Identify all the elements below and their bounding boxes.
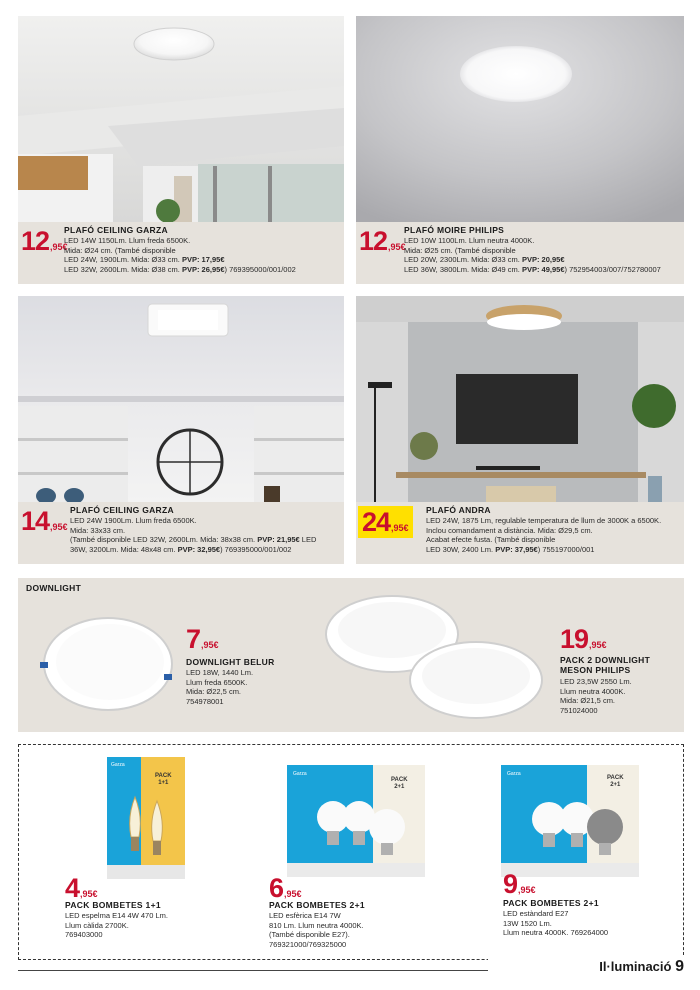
description-line: (També disponible E27). bbox=[269, 930, 350, 940]
price-tag bbox=[560, 626, 607, 653]
product-photo-tv-room bbox=[356, 296, 684, 502]
product-title: PACK BOMBETES 1+1 bbox=[65, 900, 161, 910]
product-reference: ) 752954003/007/752780007 bbox=[564, 264, 661, 274]
product-title: PACK BOMBETES 2+1 bbox=[269, 900, 365, 910]
price-decimal: ,95€ bbox=[388, 242, 406, 252]
description-line: LED 14W 1150Lm. Llum freda 6500K. bbox=[64, 236, 191, 245]
candle-bulb-box-image bbox=[107, 757, 185, 879]
tv-room-image bbox=[356, 296, 684, 502]
product-description bbox=[65, 911, 215, 940]
product-reference: ) 755197000/001 bbox=[537, 544, 595, 554]
description-line: LED 20W, 2300Lm. Mida: Ø33 cm. PVP: 20,95€ bbox=[404, 255, 565, 265]
description-line: Mida: Ø22,5 cm. bbox=[186, 687, 242, 697]
description-line: LED 18W, 1440 Lm. bbox=[186, 668, 254, 677]
bulb-pack-box-1 bbox=[107, 757, 185, 879]
product-title: PLAFÓ ANDRA bbox=[426, 505, 491, 515]
pvp-price: PVP: 21,95€ bbox=[257, 535, 300, 545]
description-line: Acabat efecte fusta. (També disponible bbox=[426, 535, 556, 545]
description-line: LED 24W 1900Lm. Llum freda 6500K. bbox=[70, 516, 197, 525]
product-reference: 754978001 bbox=[186, 696, 224, 706]
product-description bbox=[503, 909, 673, 938]
price-decimal: ,95€ bbox=[284, 889, 302, 899]
section-label: DOWNLIGHT bbox=[26, 583, 82, 593]
section-name: Il·luminació bbox=[599, 959, 672, 974]
downlight-section bbox=[18, 578, 684, 732]
price-integer: 4 bbox=[65, 873, 80, 903]
pack-badge: PACK 2+1 bbox=[391, 777, 408, 790]
description-line: Mida: Ø21,5 cm. bbox=[560, 696, 616, 706]
description-line: LED 23,5W 2550 Lm. bbox=[560, 677, 632, 686]
description-line: LED estàndard E27 bbox=[503, 909, 569, 918]
description-line: Inclou comandament a distància. Mida: Ø29,5 cm. bbox=[426, 525, 593, 535]
description-line: LED 24W, 1900Lm. Mida: Ø33 cm. PVP: 17,95€ bbox=[64, 255, 225, 265]
price-decimal: ,95€ bbox=[518, 885, 536, 895]
product-description bbox=[70, 516, 342, 554]
description-line: 36W, 3200Lm. Mida: 48x48 cm. PVP: 32,95€) 769395000/001/002 bbox=[70, 544, 292, 554]
price-integer: 9 bbox=[503, 869, 518, 899]
description-line: LED 24W, 1875 Lm, regulable temperatura de llum de 3000K a 6500K. bbox=[426, 516, 662, 525]
pvp-price: PVP: 17,95€ bbox=[181, 255, 225, 265]
product-reference: 769403000 bbox=[65, 930, 103, 940]
product-photo-lamp-glow bbox=[356, 16, 684, 222]
description-line: LED 10W 1100Lm. Llum neutra 4000K. bbox=[404, 236, 535, 245]
product-title: PACK 2 DOWNLIGHT MESON PHILIPS bbox=[560, 655, 651, 675]
product-card-plafo-andra bbox=[356, 296, 684, 564]
description-line: LED 30W, 2400 Lm. PVP: 37,95€) 755197000/001 bbox=[426, 544, 595, 554]
price-integer: 24 bbox=[362, 507, 391, 537]
price-tag bbox=[503, 871, 536, 898]
room-scene-image bbox=[18, 16, 344, 222]
price-decimal: ,95€ bbox=[589, 640, 607, 650]
product-card-plafo-ceiling-garza-2 bbox=[18, 296, 344, 564]
description-line: Mida: Ø24 cm. (També disponible bbox=[64, 245, 176, 255]
description-line: Mida: 33x33 cm. bbox=[70, 525, 126, 535]
price-tag bbox=[65, 875, 98, 902]
description-line: 810 Lm. Llum neutra 4000K. bbox=[269, 920, 364, 930]
price-tag bbox=[21, 228, 68, 255]
pvp-price: PVP: 37,95€ bbox=[495, 544, 538, 554]
footer-divider bbox=[18, 970, 488, 971]
box-brand-label: Garza bbox=[293, 771, 307, 777]
description-line: LED esfèrica E14 7W bbox=[269, 911, 341, 920]
product-description bbox=[186, 668, 306, 706]
price-integer: 6 bbox=[269, 873, 284, 903]
product-photo-ceiling-room bbox=[18, 16, 344, 222]
product-photo-living-room bbox=[18, 296, 344, 502]
price-integer: 12 bbox=[21, 226, 50, 256]
pack-badge: PACK 2+1 bbox=[607, 775, 624, 788]
bulbs-section bbox=[18, 744, 684, 960]
description-line: 13W 1520 Lm. bbox=[503, 918, 552, 928]
price-integer: 12 bbox=[359, 226, 388, 256]
price-decimal: ,95€ bbox=[201, 640, 219, 650]
price-decimal: ,95€ bbox=[80, 889, 98, 899]
footer-section-page bbox=[599, 958, 684, 976]
price-tag bbox=[269, 875, 302, 902]
price-tag-highlighted bbox=[358, 506, 413, 538]
description-line: Mida: Ø25 cm. (També disponible bbox=[404, 245, 516, 255]
pack-badge: PACK 1+1 bbox=[155, 773, 172, 786]
box-brand-label: Garza bbox=[507, 771, 521, 777]
downlight-belur-image bbox=[38, 604, 178, 714]
product-reference: ) 769395000/001/002 bbox=[224, 264, 296, 274]
product-reference: 751024000 bbox=[560, 705, 598, 715]
price-tag bbox=[359, 228, 406, 255]
product-title: PACK BOMBETES 2+1 bbox=[503, 898, 599, 908]
price-integer: 7 bbox=[186, 624, 201, 654]
product-card-plafo-ceiling-garza-1 bbox=[18, 16, 344, 284]
bulb-pack-box-2 bbox=[287, 765, 425, 877]
pvp-price: PVP: 26,95€ bbox=[181, 264, 225, 274]
description-line: Llum neutra 4000K. 769264000 bbox=[503, 928, 609, 938]
product-description bbox=[64, 236, 340, 274]
lamp-glow-image bbox=[356, 16, 684, 222]
page-number: 9 bbox=[675, 958, 684, 975]
description-line: Llum neutra 4000K. bbox=[560, 686, 626, 696]
description-line: Llum càlida 2700K. bbox=[65, 920, 129, 930]
price-tag bbox=[186, 626, 219, 653]
bulb-pack-box-3 bbox=[501, 765, 639, 877]
product-card-plafo-moire-philips bbox=[356, 16, 684, 284]
pvp-price: PVP: 49,95€ bbox=[521, 264, 565, 274]
price-integer: 14 bbox=[21, 506, 50, 536]
product-description bbox=[269, 911, 429, 949]
product-title: PLAFÓ CEILING GARZA bbox=[64, 225, 168, 235]
box-brand-label: Garza bbox=[111, 762, 125, 768]
product-reference: 769321000/769325000 bbox=[269, 939, 347, 949]
product-title: PLAFÓ MOIRE PHILIPS bbox=[404, 225, 505, 235]
living-room-image bbox=[18, 296, 344, 502]
product-title: PLAFÓ CEILING GARZA bbox=[70, 505, 174, 515]
price-decimal: ,95€ bbox=[50, 522, 68, 532]
product-description bbox=[560, 677, 680, 715]
price-tag bbox=[21, 508, 68, 535]
description-line: (També disponible LED 32W, 2600Lm. Mida: 38x38 cm. PVP: 21,95€ LED bbox=[70, 535, 317, 545]
price-integer: 19 bbox=[560, 624, 589, 654]
description-line: Llum freda 6500K. bbox=[186, 677, 248, 687]
description-line: LED 32W, 2600Lm. Mida: Ø38 cm. PVP: 26,95€) 769395000/001/002 bbox=[64, 264, 296, 274]
description-line: LED 36W, 3800Lm. Mida: Ø49 cm. PVP: 49,95€) 752954003/007/752780007 bbox=[404, 264, 661, 274]
product-description bbox=[404, 236, 684, 274]
pvp-price: PVP: 32,95€ bbox=[177, 544, 221, 554]
price-decimal: ,95€ bbox=[50, 242, 68, 252]
price-decimal: ,95€ bbox=[391, 523, 409, 533]
downlight-meson-pair-image bbox=[320, 582, 550, 732]
product-title: DOWNLIGHT BELUR bbox=[186, 657, 275, 667]
pvp-price: PVP: 20,95€ bbox=[521, 255, 565, 265]
product-description bbox=[426, 516, 684, 554]
product-reference: ) 769395000/001/002 bbox=[220, 544, 292, 554]
description-line: LED espelma E14 4W 470 Lm. bbox=[65, 911, 168, 920]
